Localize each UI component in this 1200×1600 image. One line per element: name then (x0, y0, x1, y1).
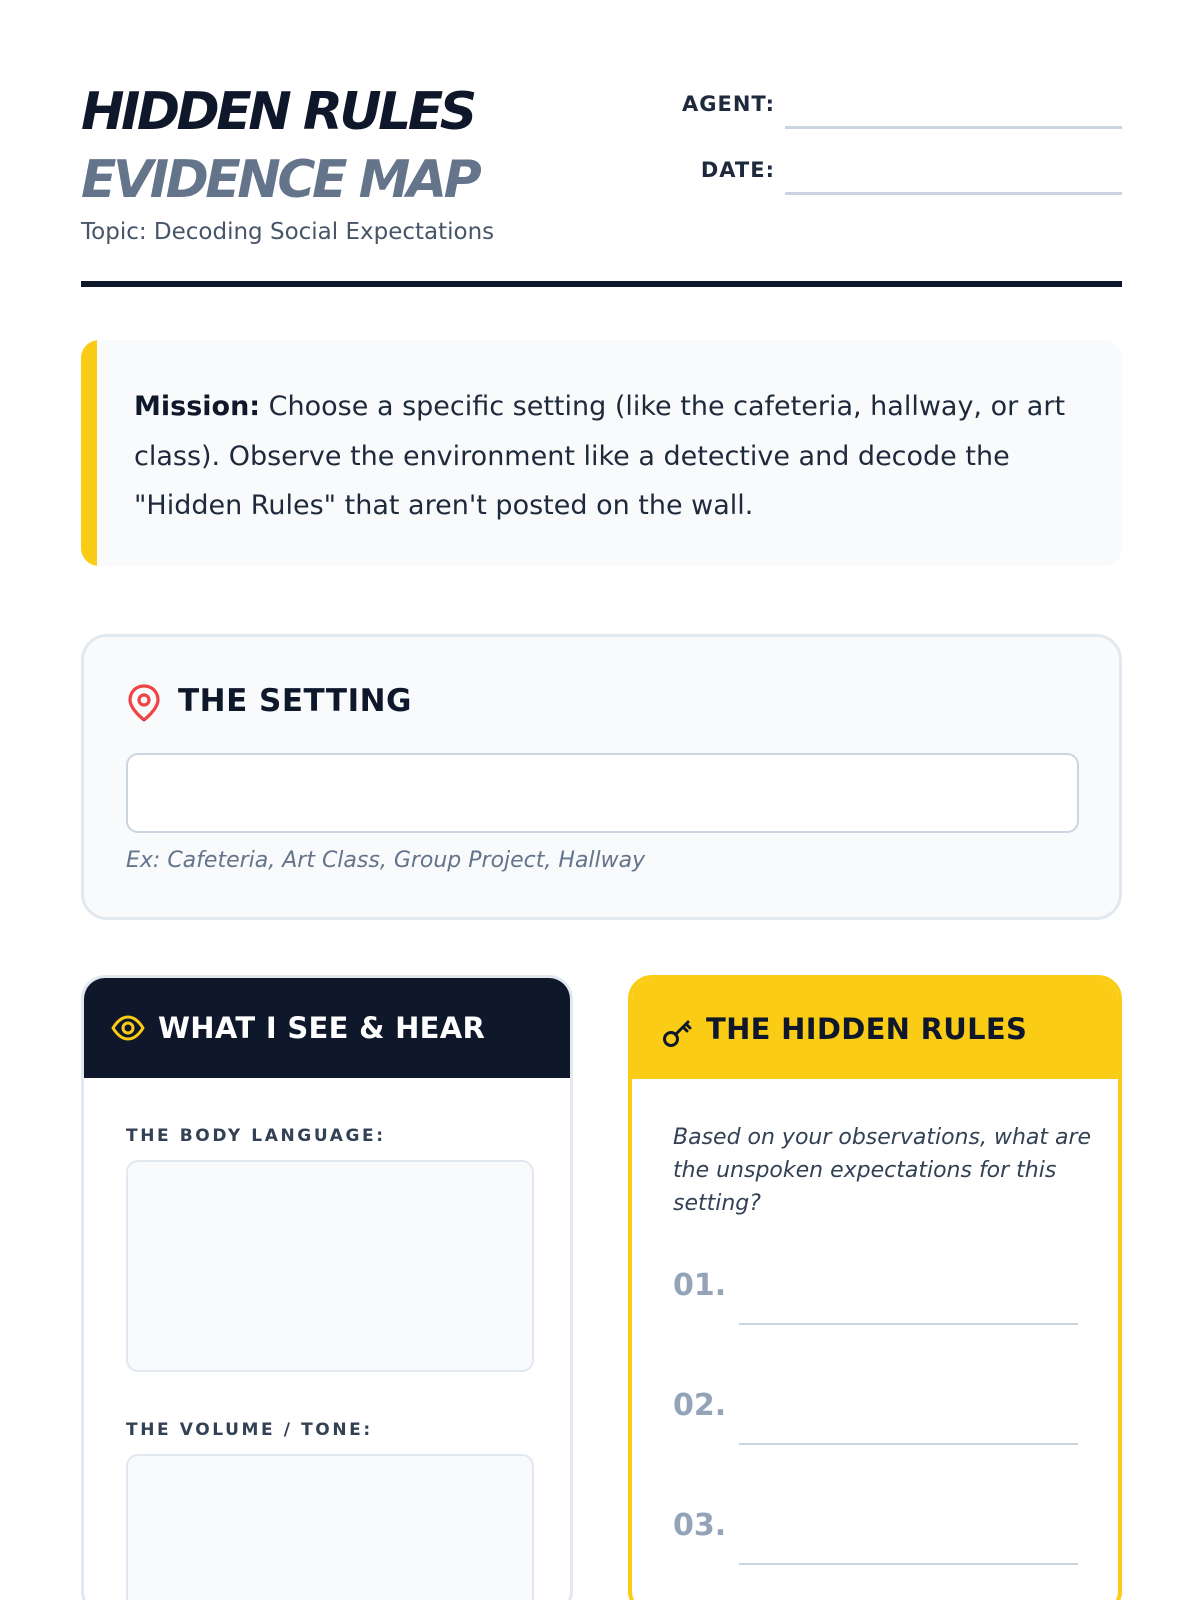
title-line-1: HIDDEN RULES (81, 82, 474, 142)
hidden-rules-title: THE HIDDEN RULES (706, 1012, 1028, 1046)
setting-card (81, 634, 1122, 920)
date-field[interactable] (785, 192, 1122, 195)
setting-hint: Ex: Cafeteria, Art Class, Group Project, Hallway (126, 848, 646, 873)
mission-label: Mission: (134, 391, 261, 422)
body-language-box[interactable] (126, 1160, 534, 1372)
volume-tone-label: THE VOLUME / TONE: (126, 1420, 373, 1440)
map-pin-icon (126, 683, 162, 727)
mission-text (134, 382, 1084, 531)
topic-subtitle: Topic: Decoding Social Expectations (81, 219, 495, 245)
observations-title: WHAT I SEE & HEAR (158, 1011, 486, 1045)
rule-number: 03. (673, 1508, 727, 1543)
mission-callout (81, 340, 1122, 566)
setting-input[interactable] (126, 753, 1079, 833)
body-language-label: THE BODY LANGUAGE: (126, 1126, 386, 1146)
mission-body: Choose a specific setting (like the cafeteria, hallway, or art class). Observe the environment like a detective and decode the "Hidden Rules" that aren't posted on the wall. (134, 391, 1066, 521)
volume-tone-box[interactable] (126, 1454, 534, 1600)
key-icon (662, 1016, 694, 1052)
eye-icon (111, 1014, 145, 1046)
rule-line[interactable] (739, 1563, 1078, 1565)
date-label: DATE: (700, 158, 775, 182)
title-line-2: EVIDENCE MAP (81, 150, 479, 210)
header-divider (81, 281, 1122, 287)
setting-title: THE SETTING (178, 683, 412, 719)
agent-field[interactable] (785, 126, 1122, 129)
rule-number: 02. (673, 1388, 727, 1423)
agent-label: AGENT: (682, 92, 775, 116)
observations-card (81, 975, 573, 1600)
rule-line[interactable] (739, 1323, 1078, 1325)
hidden-rules-header (632, 979, 1118, 1079)
worksheet-header (81, 80, 1122, 290)
observations-header (84, 978, 570, 1078)
hidden-rules-prompt: Based on your observations, what are the unspoken expectations for this setting? (673, 1125, 1092, 1216)
mission-accent-bar (81, 340, 97, 566)
rule-line[interactable] (739, 1443, 1078, 1445)
hidden-rules-card (628, 975, 1122, 1600)
rule-number: 01. (673, 1268, 727, 1303)
